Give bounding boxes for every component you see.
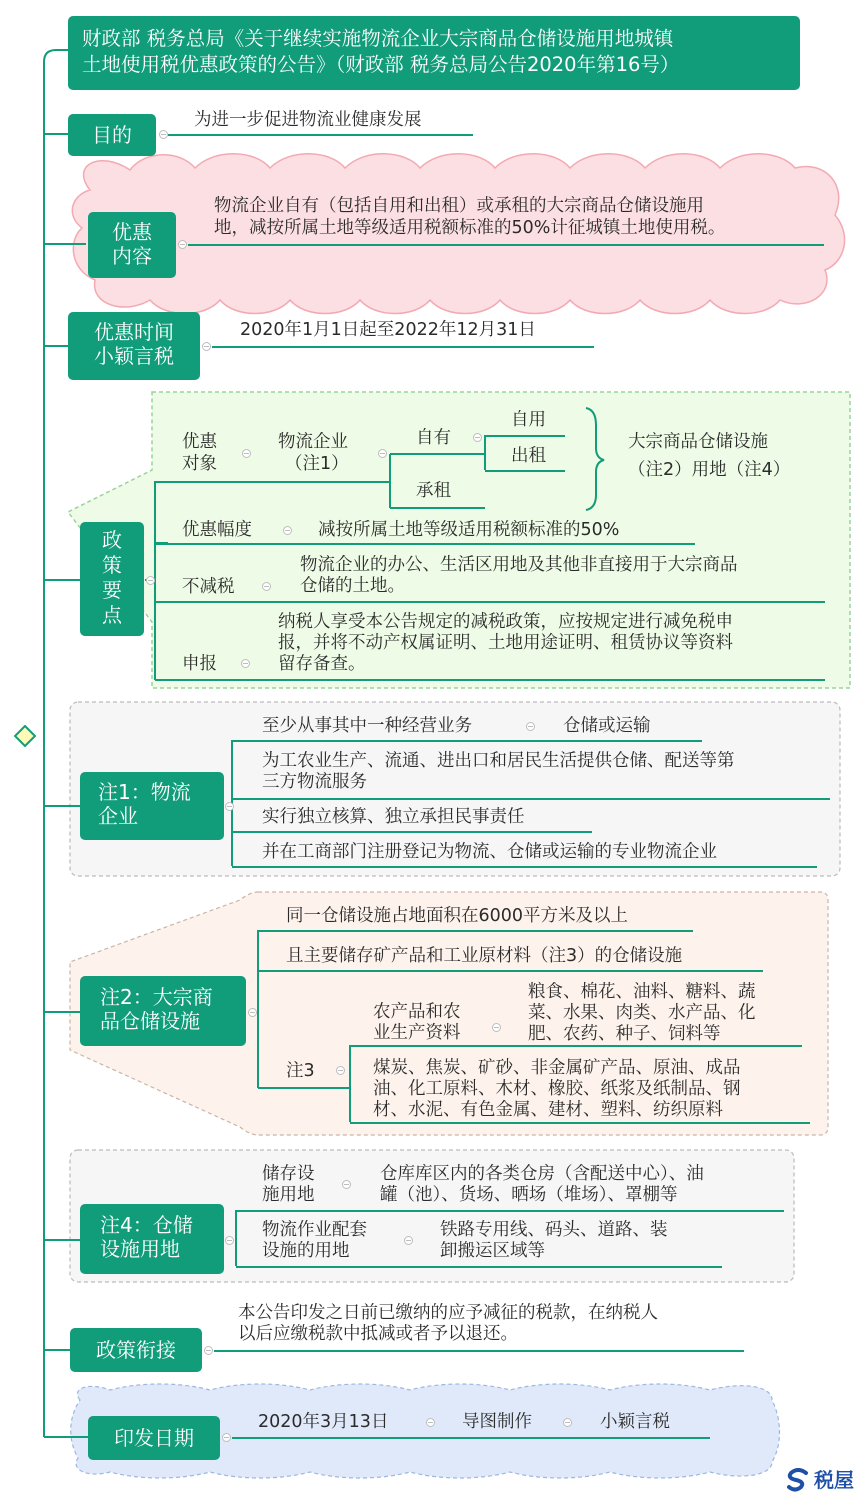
purpose-label: 目的: [92, 123, 132, 147]
purpose-text: 为进一步促进物流业健康发展: [194, 110, 422, 130]
collapse-icon[interactable]: [283, 526, 292, 535]
collapse-icon[interactable]: [178, 240, 187, 249]
note4-label-1: 注4：仓储: [100, 1213, 193, 1237]
note1-item-1-sub: 仓储或运输: [563, 716, 651, 736]
period-label-2: 小颖言税: [94, 344, 174, 368]
collapse-icon[interactable]: [426, 1418, 435, 1427]
collapse-icon[interactable]: [242, 449, 251, 458]
range-text: 减按所属土地等级适用税额标准的50%: [318, 520, 620, 540]
transition-node[interactable]: [70, 1328, 202, 1372]
collapse-icon[interactable]: [336, 1066, 345, 1075]
root-diamond-icon[interactable]: [14, 725, 36, 747]
agri-line-3: 肥、农药、种子、饲料等: [528, 1024, 721, 1044]
benefit-line-1: 物流企业自有（包括自用和出租）或承租的大宗商品仓储设施用: [214, 196, 704, 216]
benefit-label-1: 优惠: [112, 220, 152, 244]
issue-node[interactable]: [88, 1416, 220, 1460]
transition-line-1: 本公告印发之日前已缴纳的应予减征的税款，在纳税人: [238, 1303, 658, 1323]
declare-line-3: 留存备查。: [278, 654, 366, 674]
issue-maker-label: 导图制作: [462, 1412, 532, 1432]
storage-label-2: 施用地: [262, 1185, 315, 1205]
target-lease-in: 承租: [416, 481, 451, 501]
declare-label: 申报: [182, 654, 217, 674]
period-label-1: 优惠时间: [94, 320, 174, 344]
mineral-line-3: 材、水泥、有色金属、建材、塑料、纺织原料: [373, 1100, 723, 1120]
policy-label-char: 点: [102, 603, 122, 627]
collapse-icon[interactable]: [563, 1418, 572, 1427]
agri-label-1: 农产品和农: [373, 1002, 461, 1022]
mineral-line-1: 煤炭、焦炭、矿砂、非金属矿产品、原油、成品: [373, 1058, 741, 1078]
agri-line-1: 粮食、棉花、油料、糖料、蔬: [528, 982, 756, 1002]
note1-label-2: 企业: [98, 804, 138, 828]
collapse-icon[interactable]: [204, 1346, 213, 1355]
policy-label-char: 策: [102, 553, 122, 577]
purpose-node[interactable]: [68, 114, 156, 156]
target-result-2: （注2）用地（注4）: [628, 460, 791, 480]
note2-label-1: 注2：大宗商: [100, 985, 213, 1009]
collapse-icon[interactable]: [202, 342, 211, 351]
declare-line-2: 报，并将不动产权属证明、土地用途证明、租赁协议等资料: [278, 633, 733, 653]
collapse-icon[interactable]: [248, 1008, 257, 1017]
note1-item-3: 实行独立核算、独立承担民事责任: [262, 807, 525, 827]
target-own: 自有: [416, 428, 451, 448]
note2-label-2: 品仓储设施: [100, 1009, 200, 1033]
target-lease-out: 出租: [511, 446, 546, 466]
note1-item-1: 至少从事其中一种经营业务: [262, 716, 472, 736]
collapse-icon[interactable]: [404, 1236, 413, 1245]
declare-line-1: 纳税人享受本公告规定的减税政策，应按规定进行减免税申: [278, 612, 733, 632]
storage-label-1: 储存设: [262, 1164, 315, 1184]
note2-item-1: 同一仓储设施占地面积在6000平方米及以上: [286, 906, 629, 926]
collapse-icon[interactable]: [159, 130, 168, 139]
note1-node[interactable]: [80, 772, 224, 840]
note1-item-4: 并在工商部门注册登记为物流、仓储或运输的专业物流企业: [262, 842, 717, 862]
note2-node[interactable]: [80, 976, 246, 1046]
benefit-node[interactable]: [88, 212, 176, 278]
note2-item-2: 且主要储存矿产品和工业原材料（注3）的仓储设施: [286, 946, 683, 966]
note3-label: 注3: [286, 1061, 315, 1081]
note4-label-2: 设施用地: [100, 1237, 180, 1261]
title-line-2: 土地使用税优惠政策的公告》（财政部 税务总局公告2020年第16号）: [82, 53, 680, 76]
logistics-line-1: 铁路专用线、码头、道路、装: [440, 1220, 668, 1240]
mineral-line-2: 油、化工原料、木材、橡胶、纸浆及纸制品、钢: [373, 1079, 741, 1099]
logistics-line-2: 卸搬运区域等: [440, 1241, 545, 1261]
logistics-label-1: 物流作业配套: [262, 1220, 367, 1240]
range-label: 优惠幅度: [182, 520, 252, 540]
period-text: 2020年1月1日起至2022年12月31日: [240, 320, 536, 340]
target-enterprise-1: 物流企业: [278, 432, 348, 452]
target-enterprise-2: （注1）: [285, 454, 349, 474]
collapse-icon[interactable]: [342, 1180, 351, 1189]
no-reduce-line-1: 物流企业的办公、生活区用地及其他非直接用于大宗商品: [300, 555, 738, 575]
transition-line-2: 以后应缴税款中抵减或者予以退还。: [238, 1324, 518, 1344]
benefit-label-2: 内容: [112, 244, 152, 268]
no-reduce-label: 不减税: [182, 577, 235, 597]
agri-label-2: 业生产资料: [373, 1023, 461, 1043]
storage-line-2: 罐（池）、货场、晒场（堆场）、罩棚等: [380, 1185, 678, 1205]
agri-line-2: 菜、水果、肉类、水产品、化: [528, 1003, 756, 1023]
policy-label-char: 要: [102, 578, 122, 602]
policy-node[interactable]: [80, 522, 144, 636]
watermark-text: 税屋: [814, 1468, 854, 1492]
issue-date: 2020年3月13日: [258, 1412, 389, 1432]
note1-item-2-line-1: 为工农业生产、流通、进出口和居民生活提供仓储、配送等第: [262, 751, 735, 771]
collapse-icon[interactable]: [222, 1433, 231, 1442]
root-title-node[interactable]: [68, 16, 800, 90]
transition-label: 政策衔接: [96, 1338, 176, 1362]
storage-line-1: 仓库库区内的各类仓房（含配送中心）、油: [380, 1164, 704, 1184]
target-result-1: 大宗商品仓储设施: [628, 432, 768, 452]
target-label-2: 对象: [182, 454, 217, 474]
watermark-logo: [786, 1467, 864, 1493]
note1-label-1: 注1：物流: [98, 780, 191, 804]
note1-item-2-line-2: 三方物流服务: [262, 772, 367, 792]
policy-label-char: 政: [102, 528, 122, 552]
collapse-icon[interactable]: [526, 722, 535, 731]
logistics-label-2: 设施的用地: [262, 1241, 350, 1261]
collapse-icon[interactable]: [473, 433, 482, 442]
target-label-1: 优惠: [182, 432, 217, 452]
issue-maker: 小颖言税: [600, 1412, 670, 1432]
collapse-icon[interactable]: [262, 582, 271, 591]
issue-label: 印发日期: [114, 1426, 194, 1450]
collapse-icon[interactable]: [225, 1236, 234, 1245]
collapse-icon[interactable]: [146, 576, 155, 585]
collapse-icon[interactable]: [378, 449, 387, 458]
period-node[interactable]: [68, 312, 200, 380]
target-self-use: 自用: [511, 410, 546, 430]
note4-node[interactable]: [80, 1204, 224, 1274]
collapse-icon[interactable]: [225, 802, 234, 811]
collapse-icon[interactable]: [492, 1023, 501, 1032]
collapse-icon[interactable]: [241, 659, 250, 668]
no-reduce-line-2: 仓储的土地。: [300, 576, 405, 596]
title-line-1: 财政部 税务总局《关于继续实施物流企业大宗商品仓储设施用地城镇: [82, 27, 674, 50]
benefit-line-2: 地，减按所属土地等级适用税额标准的50%计征城镇土地使用税。: [214, 218, 726, 238]
watermark-s-icon: [786, 1468, 810, 1492]
